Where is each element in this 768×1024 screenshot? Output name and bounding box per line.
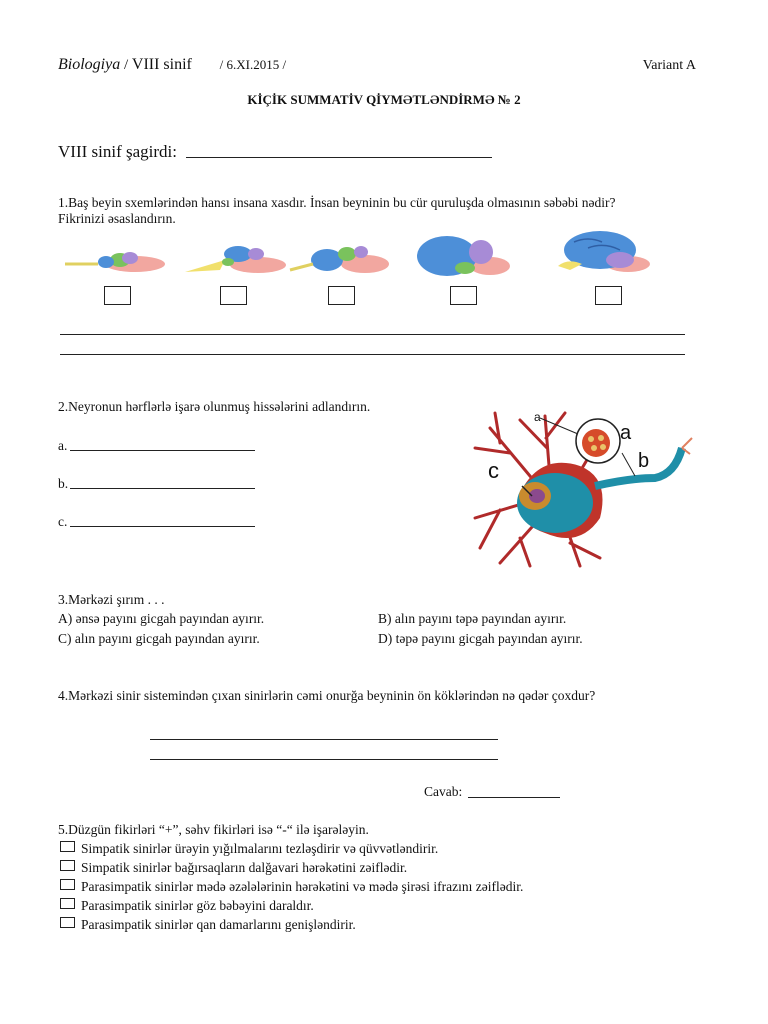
q3-stem: 3.Mərkəzi şırım . . . xyxy=(58,592,165,607)
checkbox[interactable] xyxy=(60,898,75,909)
answer-box-3[interactable] xyxy=(328,286,355,305)
checkbox[interactable] xyxy=(60,917,75,928)
q4-work-line-1[interactable] xyxy=(150,739,498,740)
checkbox[interactable] xyxy=(60,879,75,890)
q2-text: 2.Neyronun hərflərlə işarə olunmuş hissələrini adlandırın. xyxy=(58,399,371,414)
q5-statement-3[interactable] xyxy=(60,879,523,895)
class-label: VIII sinif xyxy=(131,56,192,73)
statement-text: Parasimpatik sinirlər göz bəbəyini daraldır. xyxy=(81,898,314,913)
q2-answer-c-line[interactable] xyxy=(70,526,255,527)
q5-statement-1[interactable] xyxy=(60,841,438,857)
checkbox[interactable] xyxy=(60,860,75,871)
answer-box-1[interactable] xyxy=(104,286,131,305)
answer-box-2[interactable] xyxy=(220,286,247,305)
q5-statement-2[interactable] xyxy=(60,860,407,876)
statement-text: Parasimpatik sinirlər qan damarlarını genişləndirir. xyxy=(81,917,356,932)
q2-answer-b-line[interactable] xyxy=(70,488,255,489)
q4-answer-label: Cavab: xyxy=(424,784,463,799)
answer-box-5[interactable] xyxy=(595,286,622,305)
q4-answer-field[interactable] xyxy=(468,797,560,798)
q5-statement-4[interactable] xyxy=(60,898,314,914)
neuron-zoom-label: a xyxy=(534,410,541,424)
q2-answer-a-line[interactable] xyxy=(70,450,255,451)
brain-illustration-amphibian xyxy=(180,240,290,280)
q5-statement-5[interactable] xyxy=(60,917,356,933)
statement-text: Parasimpatik sinirlər mədə əzələlərinin hərəkətini və mədə şirəsi ifrazını zəiflədir. xyxy=(81,879,524,894)
q3-option-b[interactable]: B) alın payını təpə payından ayırır. xyxy=(378,611,567,626)
neuron-label-b: b xyxy=(638,450,650,472)
q3-option-d[interactable]: D) təpə payını gicgah payından ayırır. xyxy=(378,631,583,646)
q4-text: 4.Mərkəzi sinir sistemindən çıxan sinirlərin cəmi onurğa beyninin ön köklərindən nə qədər çoxdur? xyxy=(58,688,596,703)
q2-answer-a-label: a. xyxy=(58,438,68,453)
q1-text-line2: Fikrinizi əsaslandırın. xyxy=(58,211,176,226)
q2-answer-b-label: b. xyxy=(58,476,69,491)
q5-text: 5.Düzgün fikirləri “+”, səhv fikirləri isə “-“ ilə işarələyin. xyxy=(58,822,369,837)
neuron-label-c: c xyxy=(488,458,499,483)
neuron-diagram xyxy=(470,408,695,568)
answer-box-4[interactable] xyxy=(450,286,477,305)
brain-illustration-bird xyxy=(405,232,515,280)
q4-work-line-2[interactable] xyxy=(150,759,498,760)
statement-text: Simpatik sinirlər ürəyin yığılmalarını tezləşdirir və qüvvətləndirir. xyxy=(81,841,439,856)
student-name-field[interactable] xyxy=(186,157,492,158)
brain-illustration-fish xyxy=(60,240,170,280)
variant-label: Variant A xyxy=(642,58,696,73)
q1-text-line1: 1.Baş beyin sxemlərindən hansı insana xasdır. İnsan beyninin bu cür quruluşda olmasının səbəbi nədir? xyxy=(58,195,616,210)
student-name-label: VIII sinif şagirdi: xyxy=(58,142,177,161)
brain-illustration-reptile xyxy=(285,240,395,280)
header-left xyxy=(58,56,286,74)
q1-answer-line-2[interactable] xyxy=(60,354,685,355)
q1-answer-line-1[interactable] xyxy=(60,334,685,335)
statement-text: Simpatik sinirlər bağırsaqların dalğavari hərəkətini zəiflədir. xyxy=(81,860,408,875)
neuron-label-a: a xyxy=(620,422,632,444)
q3-option-c[interactable]: C) alın payını gicgah payından ayırır. xyxy=(58,631,260,646)
q2-answer-c-label: c. xyxy=(58,514,68,529)
page-title: KİÇİK SUMMATİV QİYMƏTLƏNDİRMƏ № 2 xyxy=(247,92,521,107)
brain-illustration-mammal xyxy=(548,228,658,276)
separator: / xyxy=(123,57,129,73)
subject-label: Biologiya xyxy=(58,56,121,73)
date-label: / 6.XI.2015 / xyxy=(219,57,287,72)
checkbox[interactable] xyxy=(60,841,75,852)
q3-option-a[interactable]: A) ənsə payını gicgah payından ayırır. xyxy=(58,611,265,626)
